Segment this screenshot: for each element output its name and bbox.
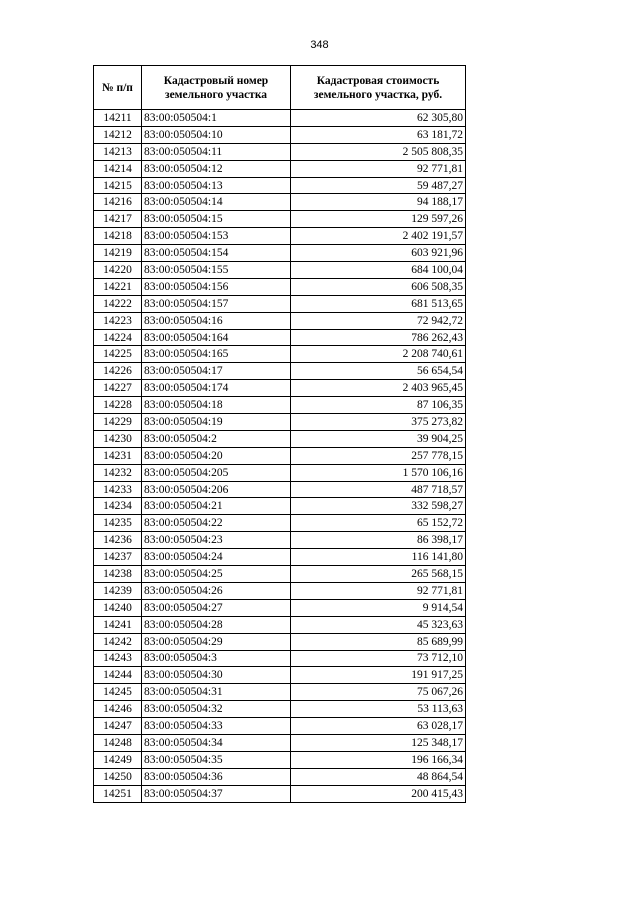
cadastral-number-cell: 83:00:050504:26	[142, 582, 291, 599]
cadastral-number-cell: 83:00:050504:36	[142, 768, 291, 785]
table-row	[94, 667, 466, 684]
table-row	[94, 312, 466, 329]
row-number-cell: 14212	[94, 126, 142, 143]
cadastral-cost-cell: 2 505 808,35	[291, 143, 466, 160]
cadastral-number-cell: 83:00:050504:1	[142, 110, 291, 127]
table-row	[94, 110, 466, 127]
table-row	[94, 194, 466, 211]
cadastral-number-cell: 83:00:050504:155	[142, 262, 291, 279]
cadastral-cost-cell: 92 771,81	[291, 160, 466, 177]
cadastral-number-cell: 83:00:050504:20	[142, 447, 291, 464]
row-number-cell: 14249	[94, 751, 142, 768]
row-number-cell: 14222	[94, 295, 142, 312]
cadastral-number-cell: 83:00:050504:15	[142, 211, 291, 228]
cadastral-number-cell: 83:00:050504:28	[142, 616, 291, 633]
cadastral-number-cell: 83:00:050504:12	[142, 160, 291, 177]
cadastral-cost-cell: 116 141,80	[291, 549, 466, 566]
table-row	[94, 397, 466, 414]
table-row	[94, 245, 466, 262]
cadastral-number-cell: 83:00:050504:165	[142, 346, 291, 363]
cadastral-number-cell: 83:00:050504:24	[142, 549, 291, 566]
table-row	[94, 211, 466, 228]
cadastral-number-cell: 83:00:050504:206	[142, 481, 291, 498]
row-number-cell: 14217	[94, 211, 142, 228]
cadastral-number-cell: 83:00:050504:164	[142, 329, 291, 346]
row-number-cell: 14230	[94, 430, 142, 447]
row-number-cell: 14250	[94, 768, 142, 785]
cadastral-cost-cell: 125 348,17	[291, 734, 466, 751]
cadastral-number-cell: 83:00:050504:154	[142, 245, 291, 262]
cadastral-cost-cell: 332 598,27	[291, 498, 466, 515]
cadastral-number-cell: 83:00:050504:33	[142, 718, 291, 735]
row-number-cell: 14248	[94, 734, 142, 751]
cadastral-number-cell: 83:00:050504:35	[142, 751, 291, 768]
cadastral-cost-cell: 85 689,99	[291, 633, 466, 650]
cadastral-number-cell: 83:00:050504:2	[142, 430, 291, 447]
table-row	[94, 785, 466, 802]
table-row	[94, 515, 466, 532]
row-number-cell: 14234	[94, 498, 142, 515]
cadastral-cost-cell: 65 152,72	[291, 515, 466, 532]
row-number-cell: 14239	[94, 582, 142, 599]
cadastral-number-cell: 83:00:050504:27	[142, 599, 291, 616]
row-number-cell: 14243	[94, 650, 142, 667]
cadastral-number-cell: 83:00:050504:23	[142, 532, 291, 549]
table-row	[94, 650, 466, 667]
cadastral-number-cell: 83:00:050504:21	[142, 498, 291, 515]
cadastral-cost-cell: 62 305,80	[291, 110, 466, 127]
cadastral-number-cell: 83:00:050504:37	[142, 785, 291, 802]
row-number-cell: 14232	[94, 464, 142, 481]
cadastral-cost-cell: 63 181,72	[291, 126, 466, 143]
row-number-cell: 14244	[94, 667, 142, 684]
cadastral-number-cell: 83:00:050504:10	[142, 126, 291, 143]
cadastral-value-table	[93, 65, 466, 803]
cadastral-number-cell: 83:00:050504:156	[142, 278, 291, 295]
table-row	[94, 430, 466, 447]
cadastral-cost-cell: 129 597,26	[291, 211, 466, 228]
table-row	[94, 177, 466, 194]
cadastral-cost-cell: 39 904,25	[291, 430, 466, 447]
cadastral-cost-cell: 2 402 191,57	[291, 228, 466, 245]
table-row	[94, 498, 466, 515]
row-number-cell: 14247	[94, 718, 142, 735]
cadastral-number-cell: 83:00:050504:25	[142, 566, 291, 583]
row-number-cell: 14220	[94, 262, 142, 279]
table-row	[94, 143, 466, 160]
cadastral-cost-cell: 2 208 740,61	[291, 346, 466, 363]
cadastral-cost-cell: 53 113,63	[291, 701, 466, 718]
table-row	[94, 126, 466, 143]
cadastral-cost-cell: 9 914,54	[291, 599, 466, 616]
header-row-number: № п/п	[94, 66, 142, 110]
cadastral-cost-cell: 87 106,35	[291, 397, 466, 414]
row-number-cell: 14246	[94, 701, 142, 718]
table-row	[94, 582, 466, 599]
cadastral-number-cell: 83:00:050504:29	[142, 633, 291, 650]
cadastral-cost-cell: 257 778,15	[291, 447, 466, 464]
cadastral-cost-cell: 94 188,17	[291, 194, 466, 211]
table-row	[94, 684, 466, 701]
table-row	[94, 278, 466, 295]
row-number-cell: 14233	[94, 481, 142, 498]
row-number-cell: 14211	[94, 110, 142, 127]
cadastral-number-cell: 83:00:050504:157	[142, 295, 291, 312]
cadastral-number-cell: 83:00:050504:11	[142, 143, 291, 160]
cadastral-number-cell: 83:00:050504:30	[142, 667, 291, 684]
cadastral-number-cell: 83:00:050504:14	[142, 194, 291, 211]
table-row	[94, 481, 466, 498]
row-number-cell: 14224	[94, 329, 142, 346]
cadastral-cost-cell: 196 166,34	[291, 751, 466, 768]
cadastral-cost-cell: 681 513,65	[291, 295, 466, 312]
row-number-cell: 14225	[94, 346, 142, 363]
cadastral-cost-cell: 86 398,17	[291, 532, 466, 549]
cadastral-number-cell: 83:00:050504:31	[142, 684, 291, 701]
header-cadastral-number: Кадастровый номер земельного участка	[142, 66, 291, 110]
table-row	[94, 718, 466, 735]
cadastral-cost-cell: 200 415,43	[291, 785, 466, 802]
cadastral-cost-cell: 56 654,54	[291, 363, 466, 380]
cadastral-cost-cell: 73 712,10	[291, 650, 466, 667]
table-row	[94, 633, 466, 650]
row-number-cell: 14213	[94, 143, 142, 160]
table-row	[94, 751, 466, 768]
cadastral-cost-cell: 48 864,54	[291, 768, 466, 785]
cadastral-cost-cell: 786 262,43	[291, 329, 466, 346]
header-row	[94, 66, 466, 110]
cadastral-number-cell: 83:00:050504:19	[142, 414, 291, 431]
table-row	[94, 228, 466, 245]
row-number-cell: 14221	[94, 278, 142, 295]
cadastral-cost-cell: 191 917,25	[291, 667, 466, 684]
table-row	[94, 346, 466, 363]
cadastral-cost-cell: 45 323,63	[291, 616, 466, 633]
table-row	[94, 380, 466, 397]
cadastral-cost-cell: 606 508,35	[291, 278, 466, 295]
cadastral-cost-cell: 375 273,82	[291, 414, 466, 431]
cadastral-number-cell: 83:00:050504:16	[142, 312, 291, 329]
cadastral-number-cell: 83:00:050504:22	[142, 515, 291, 532]
cadastral-cost-cell: 92 771,81	[291, 582, 466, 599]
table-row	[94, 414, 466, 431]
table-row	[94, 768, 466, 785]
row-number-cell: 14251	[94, 785, 142, 802]
table-row	[94, 701, 466, 718]
header-cadastral-cost: Кадастровая стоимость земельного участка, руб.	[291, 66, 466, 110]
table-row	[94, 464, 466, 481]
row-number-cell: 14215	[94, 177, 142, 194]
row-number-cell: 14219	[94, 245, 142, 262]
cadastral-cost-cell: 1 570 106,16	[291, 464, 466, 481]
table-row	[94, 549, 466, 566]
table-row	[94, 616, 466, 633]
cadastral-number-cell: 83:00:050504:34	[142, 734, 291, 751]
row-number-cell: 14229	[94, 414, 142, 431]
cadastral-number-cell: 83:00:050504:3	[142, 650, 291, 667]
cadastral-cost-cell: 603 921,96	[291, 245, 466, 262]
row-number-cell: 14245	[94, 684, 142, 701]
cadastral-number-cell: 83:00:050504:32	[142, 701, 291, 718]
row-number-cell: 14242	[94, 633, 142, 650]
row-number-cell: 14228	[94, 397, 142, 414]
cadastral-cost-cell: 63 028,17	[291, 718, 466, 735]
cadastral-cost-cell: 265 568,15	[291, 566, 466, 583]
row-number-cell: 14216	[94, 194, 142, 211]
cadastral-number-cell: 83:00:050504:18	[142, 397, 291, 414]
cadastral-number-cell: 83:00:050504:153	[142, 228, 291, 245]
table-row	[94, 532, 466, 549]
cadastral-number-cell: 83:00:050504:205	[142, 464, 291, 481]
cadastral-cost-cell: 487 718,57	[291, 481, 466, 498]
cadastral-number-cell: 83:00:050504:13	[142, 177, 291, 194]
row-number-cell: 14236	[94, 532, 142, 549]
table-row	[94, 295, 466, 312]
row-number-cell: 14241	[94, 616, 142, 633]
cadastral-cost-cell: 75 067,26	[291, 684, 466, 701]
table-row	[94, 329, 466, 346]
row-number-cell: 14237	[94, 549, 142, 566]
row-number-cell: 14231	[94, 447, 142, 464]
row-number-cell: 14235	[94, 515, 142, 532]
page-number: 348	[310, 39, 329, 51]
cadastral-number-cell: 83:00:050504:17	[142, 363, 291, 380]
cadastral-cost-cell: 72 942,72	[291, 312, 466, 329]
table-row	[94, 566, 466, 583]
row-number-cell: 14218	[94, 228, 142, 245]
table-body	[94, 110, 466, 803]
cadastral-cost-cell: 2 403 965,45	[291, 380, 466, 397]
table-row	[94, 262, 466, 279]
row-number-cell: 14240	[94, 599, 142, 616]
table-row	[94, 363, 466, 380]
row-number-cell: 14238	[94, 566, 142, 583]
row-number-cell: 14214	[94, 160, 142, 177]
table-row	[94, 447, 466, 464]
row-number-cell: 14227	[94, 380, 142, 397]
cadastral-cost-cell: 684 100,04	[291, 262, 466, 279]
table-header	[94, 66, 466, 110]
table-row	[94, 599, 466, 616]
row-number-cell: 14223	[94, 312, 142, 329]
table-row	[94, 160, 466, 177]
cadastral-cost-cell: 59 487,27	[291, 177, 466, 194]
cadastral-number-cell: 83:00:050504:174	[142, 380, 291, 397]
row-number-cell: 14226	[94, 363, 142, 380]
table-row	[94, 734, 466, 751]
